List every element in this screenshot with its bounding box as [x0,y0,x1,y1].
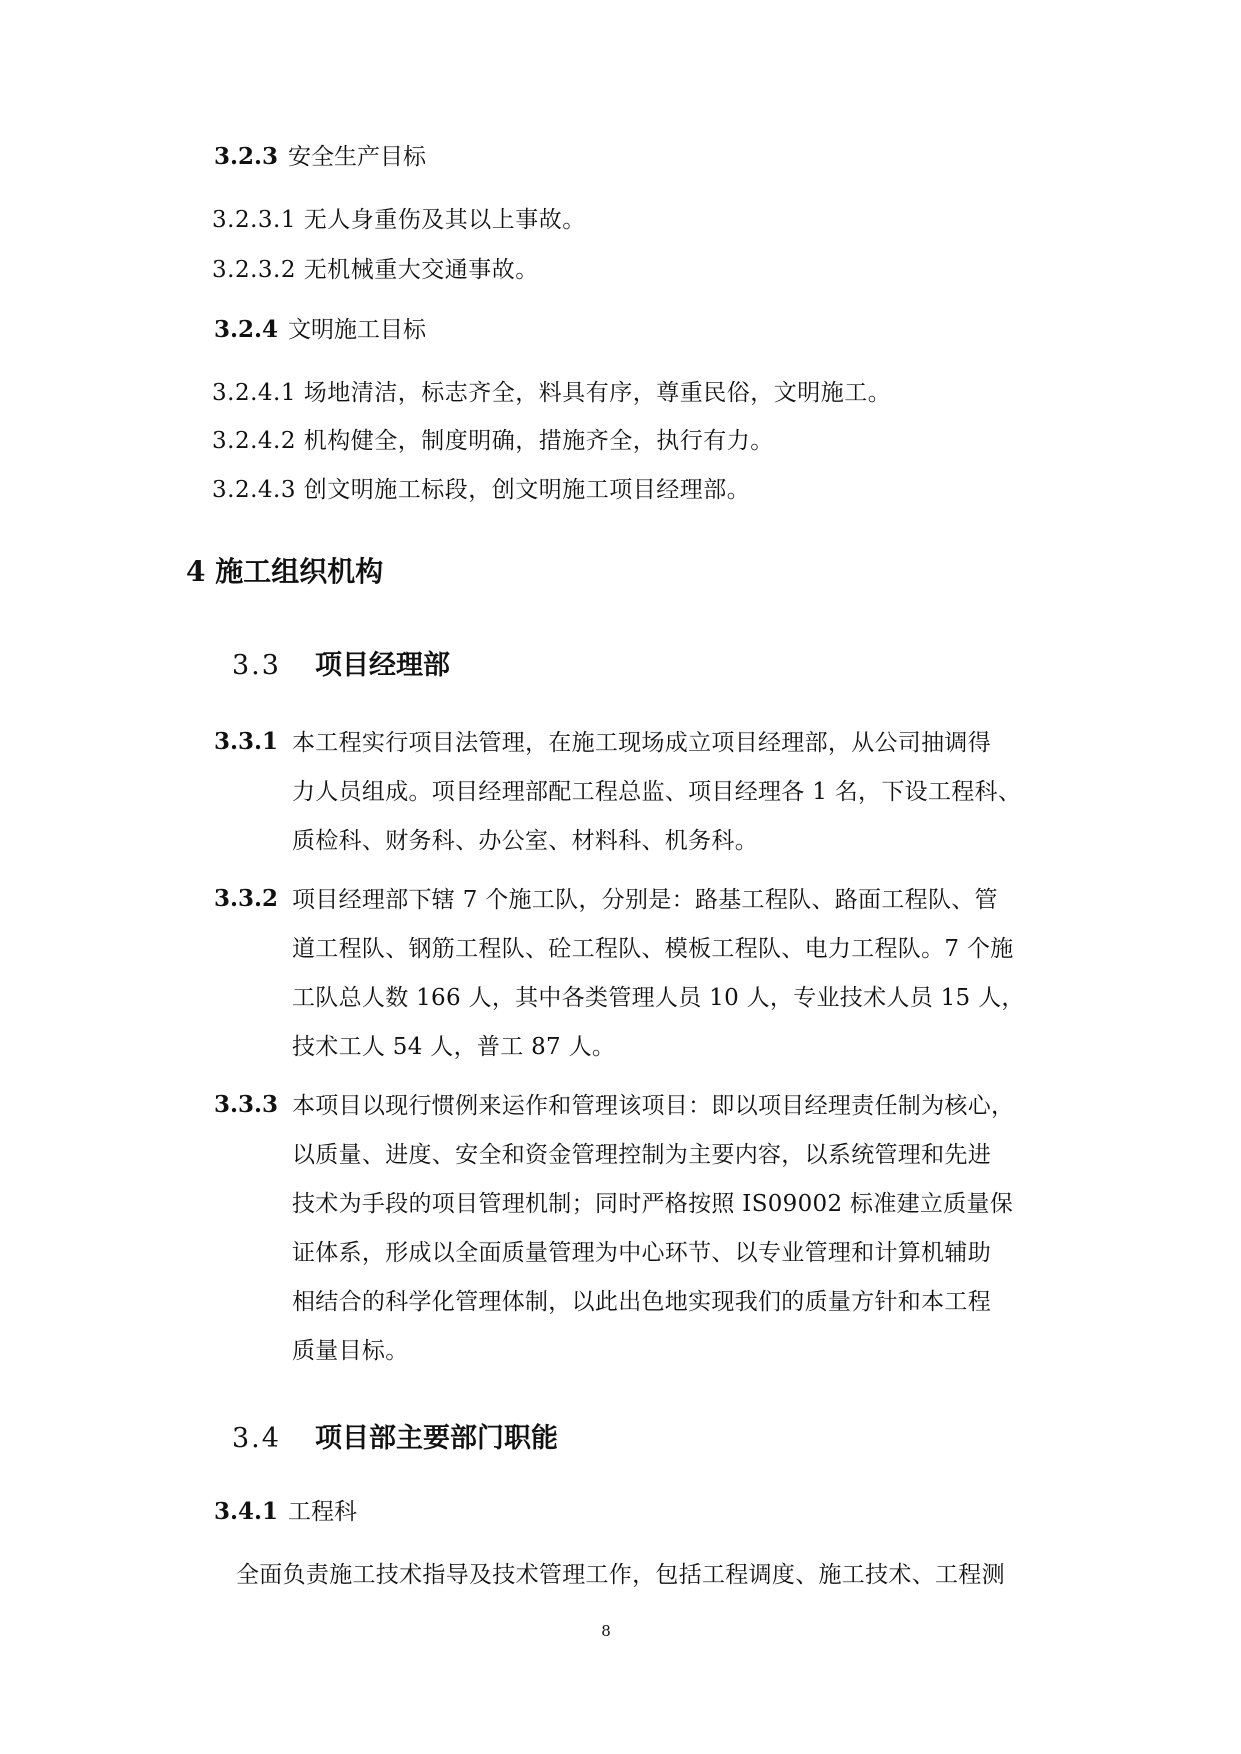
list-item: 3.2.4.1 场地清洁，标志齐全，料具有序，尊重民俗，文明施工。 [212,380,892,406]
page-number: 8 [601,1622,611,1640]
paragraph-line: 技术工人 54 人，普工 87 人。 [292,1034,616,1060]
subsection-number: 3.3 [232,650,281,681]
paragraph-line: 技术为手段的项目管理机制；同时严格按照 IS09002 标准建立质量保 [292,1191,1014,1217]
subsection-number: 3.4 [232,1423,281,1454]
section-title: 安全生产目标 [288,144,427,170]
chapter-heading: 4 施工组织机构 [186,555,384,588]
paragraph-number: 3.3.1 [214,728,279,755]
section-heading-3-4-1 [214,1493,357,1526]
body-paragraph: 全面负责施工技术指导及技术管理工作，包括工程调度、施工技术、工程测 [236,1562,1005,1588]
paragraph-line: 工队总人数 166 人，其中各类管理人员 10 人，专业技术人员 15 人， [292,985,1025,1011]
paragraph-number: 3.3.2 [214,885,279,912]
section-heading-3-2-3 [214,138,426,171]
list-item: 3.2.4.3 创文明施工标段，创文明施工项目经理部。 [212,477,751,503]
section-title: 文明施工目标 [288,317,427,343]
list-item: 3.2.4.2 机构健全，制度明确，措施齐全，执行有力。 [212,428,774,454]
list-item: 3.2.3.2 无机械重大交通事故。 [212,257,539,283]
paragraph-line: 道工程队、钢筋工程队、砼工程队、模板工程队、电力工程队。7 个施 [292,936,1014,962]
section-number: 3.2.3 [214,143,279,170]
paragraph-line: 项目经理部下辖 7 个施工队，分别是：路基工程队、路面工程队、管 [292,887,998,913]
section-title: 工程科 [288,1499,358,1525]
list-item: 3.2.3.1 无人身重伤及其以上事故。 [212,207,586,233]
paragraph-line: 质检科、财务科、办公室、材料科、机务科。 [292,828,758,854]
paragraph-line: 证体系，形成以全面质量管理为中心环节、以专业管理和计算机辅助 [292,1240,991,1266]
paragraph-line: 以质量、进度、安全和资金管理控制为主要内容，以系统管理和先进 [292,1142,991,1168]
paragraph-line: 本工程实行项目法管理，在施工现场成立项目经理部，从公司抽调得 [292,730,991,756]
paragraph-line: 力人员组成。项目经理部配工程总监、项目经理各 1 名，下设工程科、 [292,779,1022,805]
subsection-title: 项目经理部 [314,650,450,681]
paragraph-number: 3.3.3 [214,1091,279,1118]
section-number: 3.4.1 [214,1498,279,1525]
subsection-heading-3-4 [232,1416,558,1455]
paragraph-line: 质量目标。 [292,1338,409,1364]
paragraph-line: 本项目以现行惯例来运作和管理该项目：即以项目经理责任制为核心， [292,1093,1015,1119]
subsection-title: 项目部主要部门职能 [314,1423,558,1454]
paragraph-line: 相结合的科学化管理体制，以此出色地实现我们的质量方针和本工程 [292,1289,991,1315]
subsection-heading-3-3 [232,643,450,682]
section-number: 3.2.4 [214,316,279,343]
section-heading-3-2-4 [214,311,426,344]
